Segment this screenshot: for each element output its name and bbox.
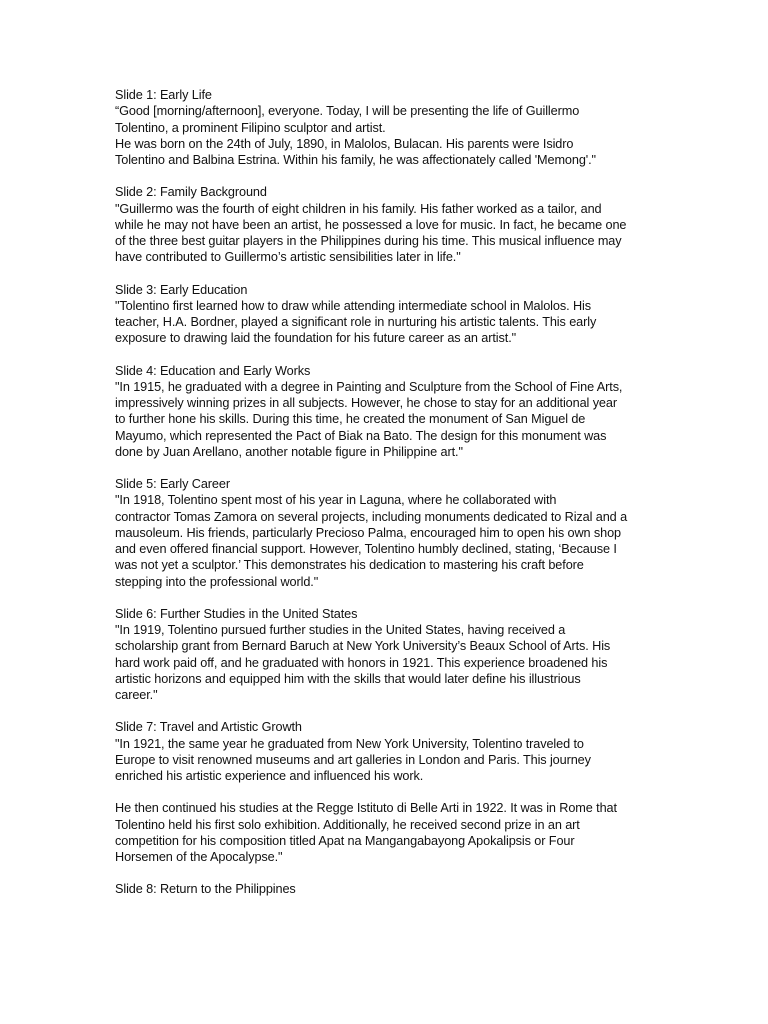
slide-3-section: [115, 282, 660, 347]
slide-4-paragraph-1: "In 1915, he graduated with a degree in Painting and Sculpture from the School of Fine Arts, impressively winning prizes in all subjects. However, he chose to stay for an additional year to further hone his skills. During this time, he created the monument of San Miguel de Mayumo, which represented the Pact of Biak na Bato. The design for this monument was done by Juan Arellano, another notable figure in Philippine art.": [115, 379, 623, 459]
slide-6-paragraph-1: "In 1919, Tolentino pursued further studies in the United States, having received a scholarship grant from Bernard Baruch at New York University’s Beaux School of Arts. His hard work paid off, and he graduated with honors in 1921. This experience broadened his artistic horizons and equipped him with the skills that would later define his illustrious career.": [115, 623, 611, 702]
slide-2-section: [115, 184, 660, 265]
slide-5-paragraph-1: "In 1918, Tolentino spent most of his year in Laguna, where he collaborated with contractor Tomas Zamora on several projects, including monuments dedicated to Rizal and a mausoleum. His friends, particularly Precioso Palma, encouraged him to open his own shop and even offered financial support. However, Tolentino humbly declined, stating, ‘Because I was not yet a sculptor.’ This demonstrates his dedication to mastering his craft before stepping into the professional world.": [115, 493, 628, 589]
slide-4-section: [115, 363, 660, 461]
slide-5-section: [115, 476, 660, 590]
slide-6-section: [115, 606, 660, 704]
slide-3-paragraph-1: "Tolentino first learned how to draw while attending intermediate school in Malolos. His teacher, H.A. Bordner, played a significant role in nurturing his artistic talents. This early exposure to drawing laid the foundation for his future career as an artist.": [115, 298, 597, 346]
slide-1-heading: Slide 1: Early Life: [115, 88, 212, 102]
slide-1-paragraph-1: “Good [morning/afternoon], everyone. Today, I will be presenting the life of Guillermo Tolentino, a prominent Filipino sculptor and artist. He was born on the 24th of July, 1890, in Malolos, Bulacan. His parents were Isidro Tolentino and Balbina Estrina. Within his family, he was affectionately called 'Memong'.": [115, 104, 596, 167]
slide-8-section: [115, 881, 660, 897]
slide-2-paragraph-1: "Guillermo was the fourth of eight children in his family. His father worked as a tailor, and while he may not have been an artist, he possessed a love for music. In fact, he became one of the three best guitar players in the Philippines during his time. This musical influence may have contributed to Guillermo’s artistic sensibilities later in life.": [115, 201, 627, 265]
slide-5-heading: Slide 5: Early Career: [115, 477, 230, 491]
slide-4-heading: Slide 4: Education and Early Works: [115, 363, 311, 378]
slide-7-heading: Slide 7: Travel and Artistic Growth: [115, 720, 302, 735]
slide-6-heading: Slide 6: Further Studies in the United States: [115, 606, 358, 621]
paragraph-gap: [115, 784, 660, 800]
slide-8-heading: Slide 8: Return to the Philippines: [115, 882, 296, 897]
slide-2-heading: Slide 2: Family Background: [115, 185, 267, 200]
document-body: [115, 87, 660, 914]
slide-7-section: [115, 719, 660, 865]
slide-1-section: [115, 87, 660, 168]
slide-7-paragraph-2: He then continued his studies at the Regge Istituto di Belle Arti in 1922. It was in Rome that Tolentino held his first solo exhibition. Additionally, he received second prize in an art competition for his composition titled Apat na Mangangabayong Apokalipsis or Four Horsemen of the Apocalypse.": [115, 801, 617, 864]
slide-7-paragraph-1: "In 1921, the same year he graduated from New York University, Tolentino traveled to Europe to visit renowned museums and art galleries in London and Paris. This journey enriched his artistic experience and influenced his work.: [115, 736, 591, 783]
slide-3-heading: Slide 3: Early Education: [115, 282, 248, 297]
